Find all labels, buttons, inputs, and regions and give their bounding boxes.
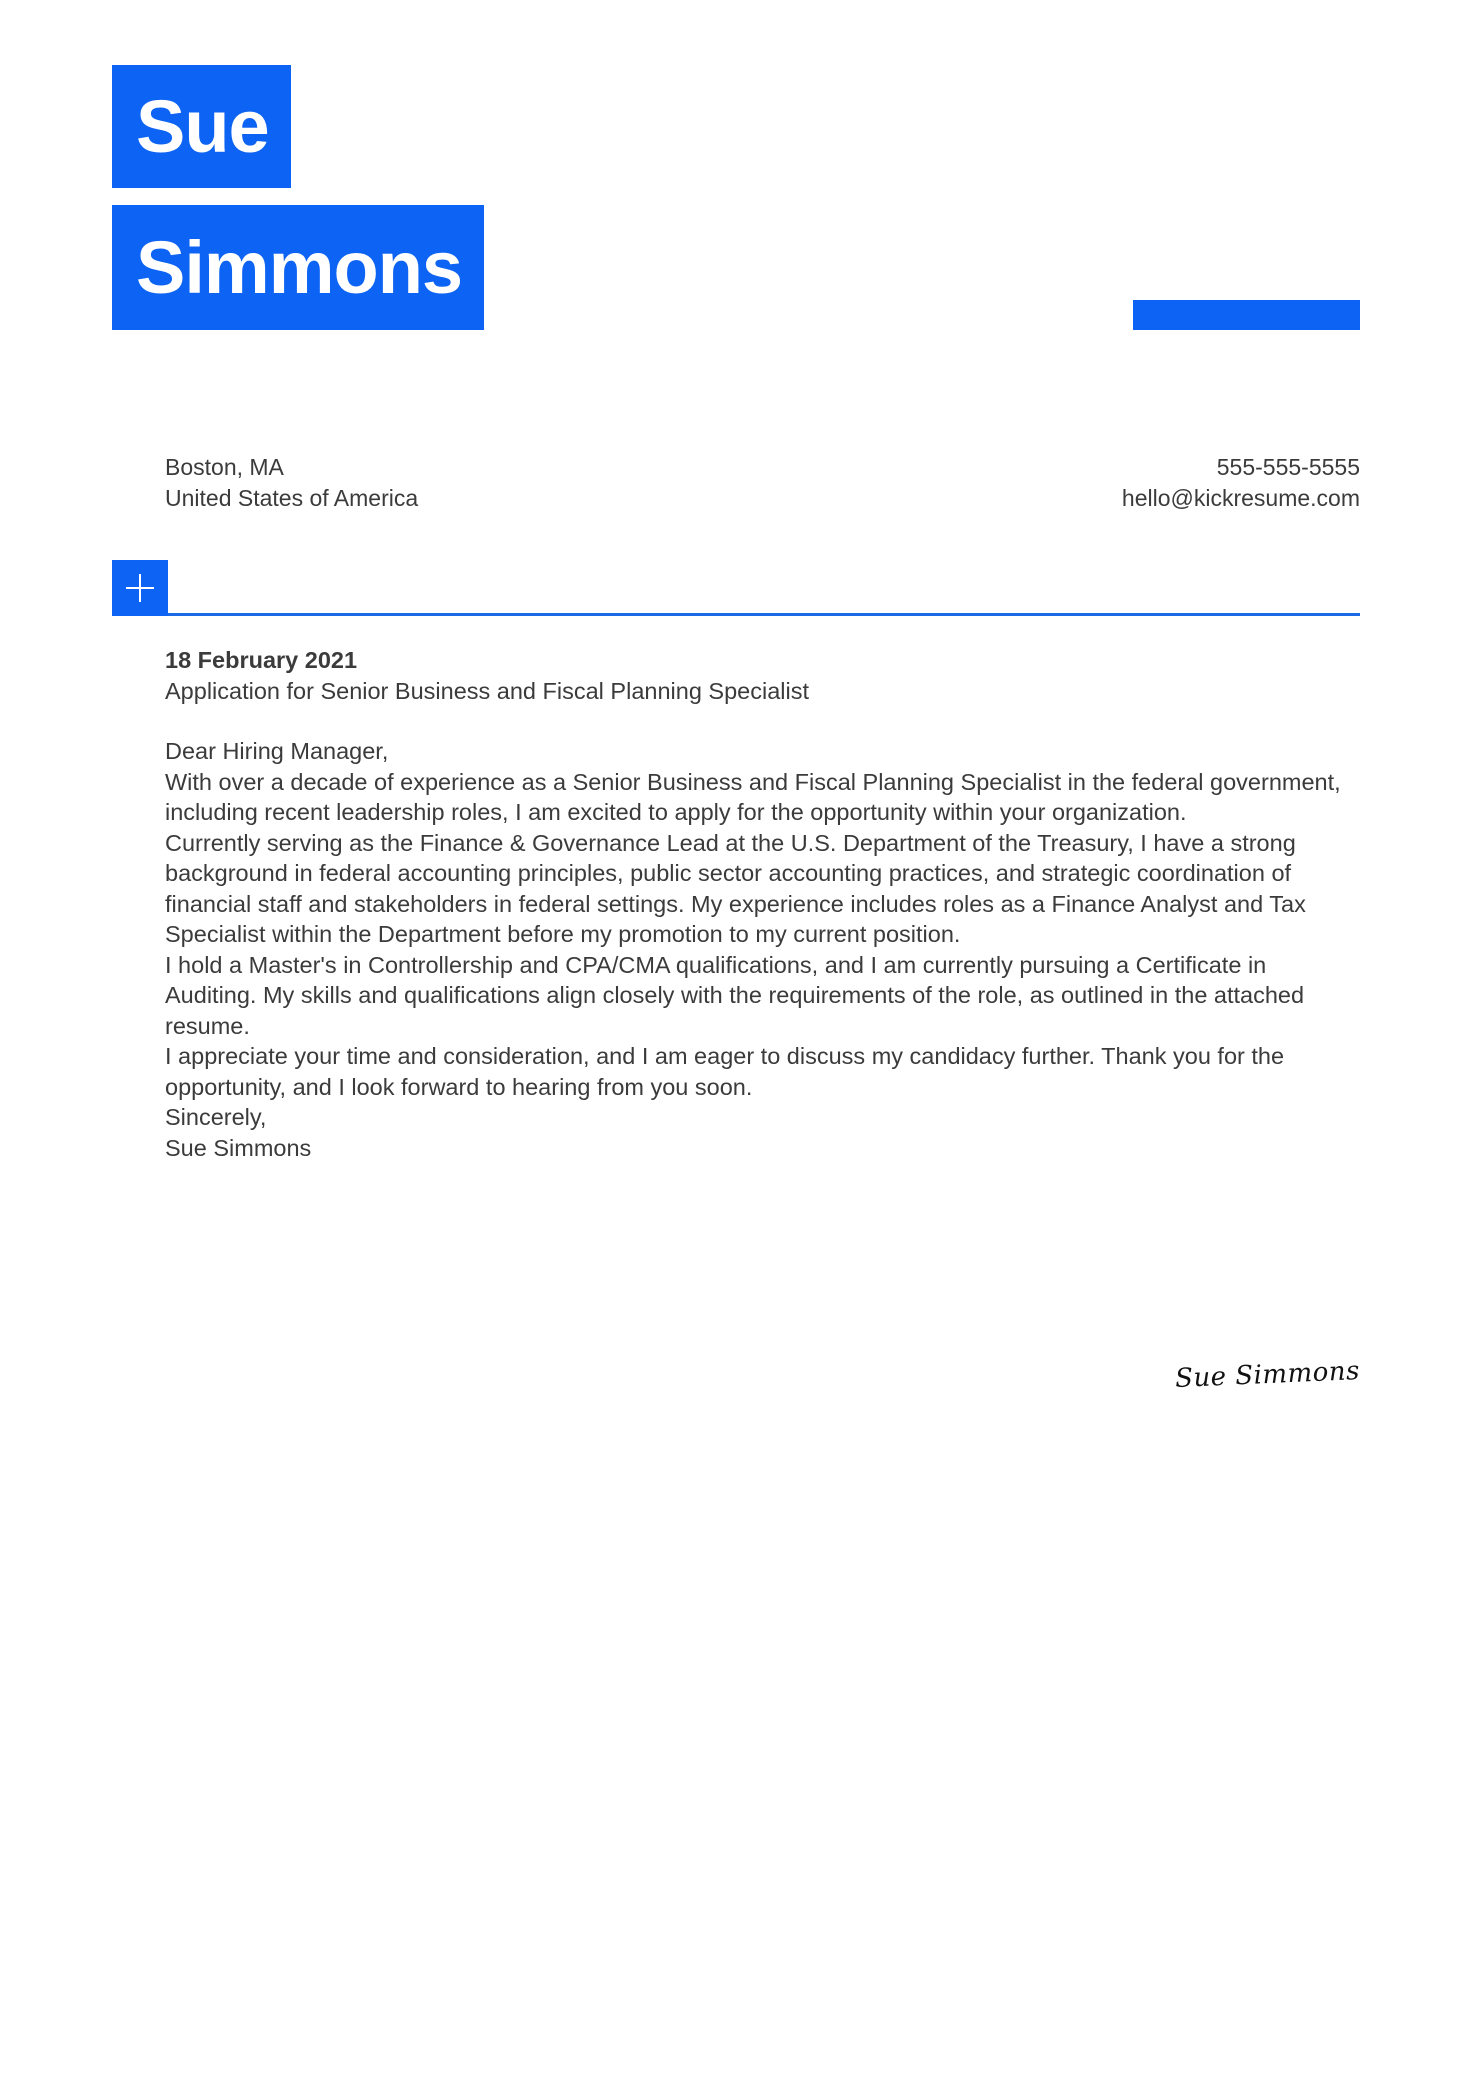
letter-paragraph-4: I appreciate your time and consideration, and I am eager to discuss my candidacy further. Thank you for the opportunity, and I look forward to hearing from you soon. [165, 1043, 1285, 1100]
handwritten-signature: Sue Simmons [1174, 1356, 1361, 1395]
contact-row [165, 452, 1360, 514]
section-divider [112, 560, 1360, 616]
accent-bar [1133, 300, 1360, 330]
contact-details-block [1122, 452, 1360, 514]
letter-subject: Application for Senior Business and Fiscal Planning Specialist [165, 677, 809, 704]
letter-closing-block [165, 1102, 1360, 1163]
letter-body [165, 645, 1360, 1163]
letter-paragraph-1: With over a decade of experience as a Senior Business and Fiscal Planning Specialist in the federal government, including recent leadership roles, I am excited to apply for the opportunity within your organization. [165, 768, 1341, 825]
letter-salutation: Dear Hiring Manager, [165, 738, 389, 764]
letter-sender-name: Sue Simmons [165, 1134, 312, 1161]
phone-number[interactable]: 555-555-5555 [1216, 454, 1360, 480]
letter-paragraph-3: I hold a Master's in Controllership and CPA/CMA qualifications, and I am currently pursuing a Certificate in Auditing. My skills and qualifications align closely with the requirements of the role, as outlined in the attached resume. [165, 951, 1305, 1039]
address-line-2: United States of America [165, 485, 419, 511]
last-name-block [112, 205, 484, 330]
plus-icon-vertical-stroke [139, 574, 141, 602]
first-name-block [112, 65, 291, 188]
letter-paragraph-2: Currently serving as the Finance & Governance Lead at the U.S. Department of the Treasury, I have a strong background in federal accounting principles, public sector accounting practices, and strategic coordination of financial staff and stakeholders in federal settings. My experience includes roles as a Finance Analyst and Tax Specialist within the Department before my promotion to my current position. [165, 829, 1306, 947]
address-block [165, 452, 418, 514]
letter-date: 18 February 2021 [165, 647, 358, 673]
first-name-text: Sue [136, 84, 269, 168]
letter-meta [165, 645, 1360, 706]
last-name-text: Simmons [136, 225, 463, 309]
divider-line [168, 613, 1360, 616]
address-line-1: Boston, MA [165, 454, 284, 480]
plus-icon [112, 560, 168, 616]
letter-closing: Sincerely, [165, 1104, 267, 1130]
email-address[interactable]: hello@kickresume.com [1121, 485, 1360, 511]
